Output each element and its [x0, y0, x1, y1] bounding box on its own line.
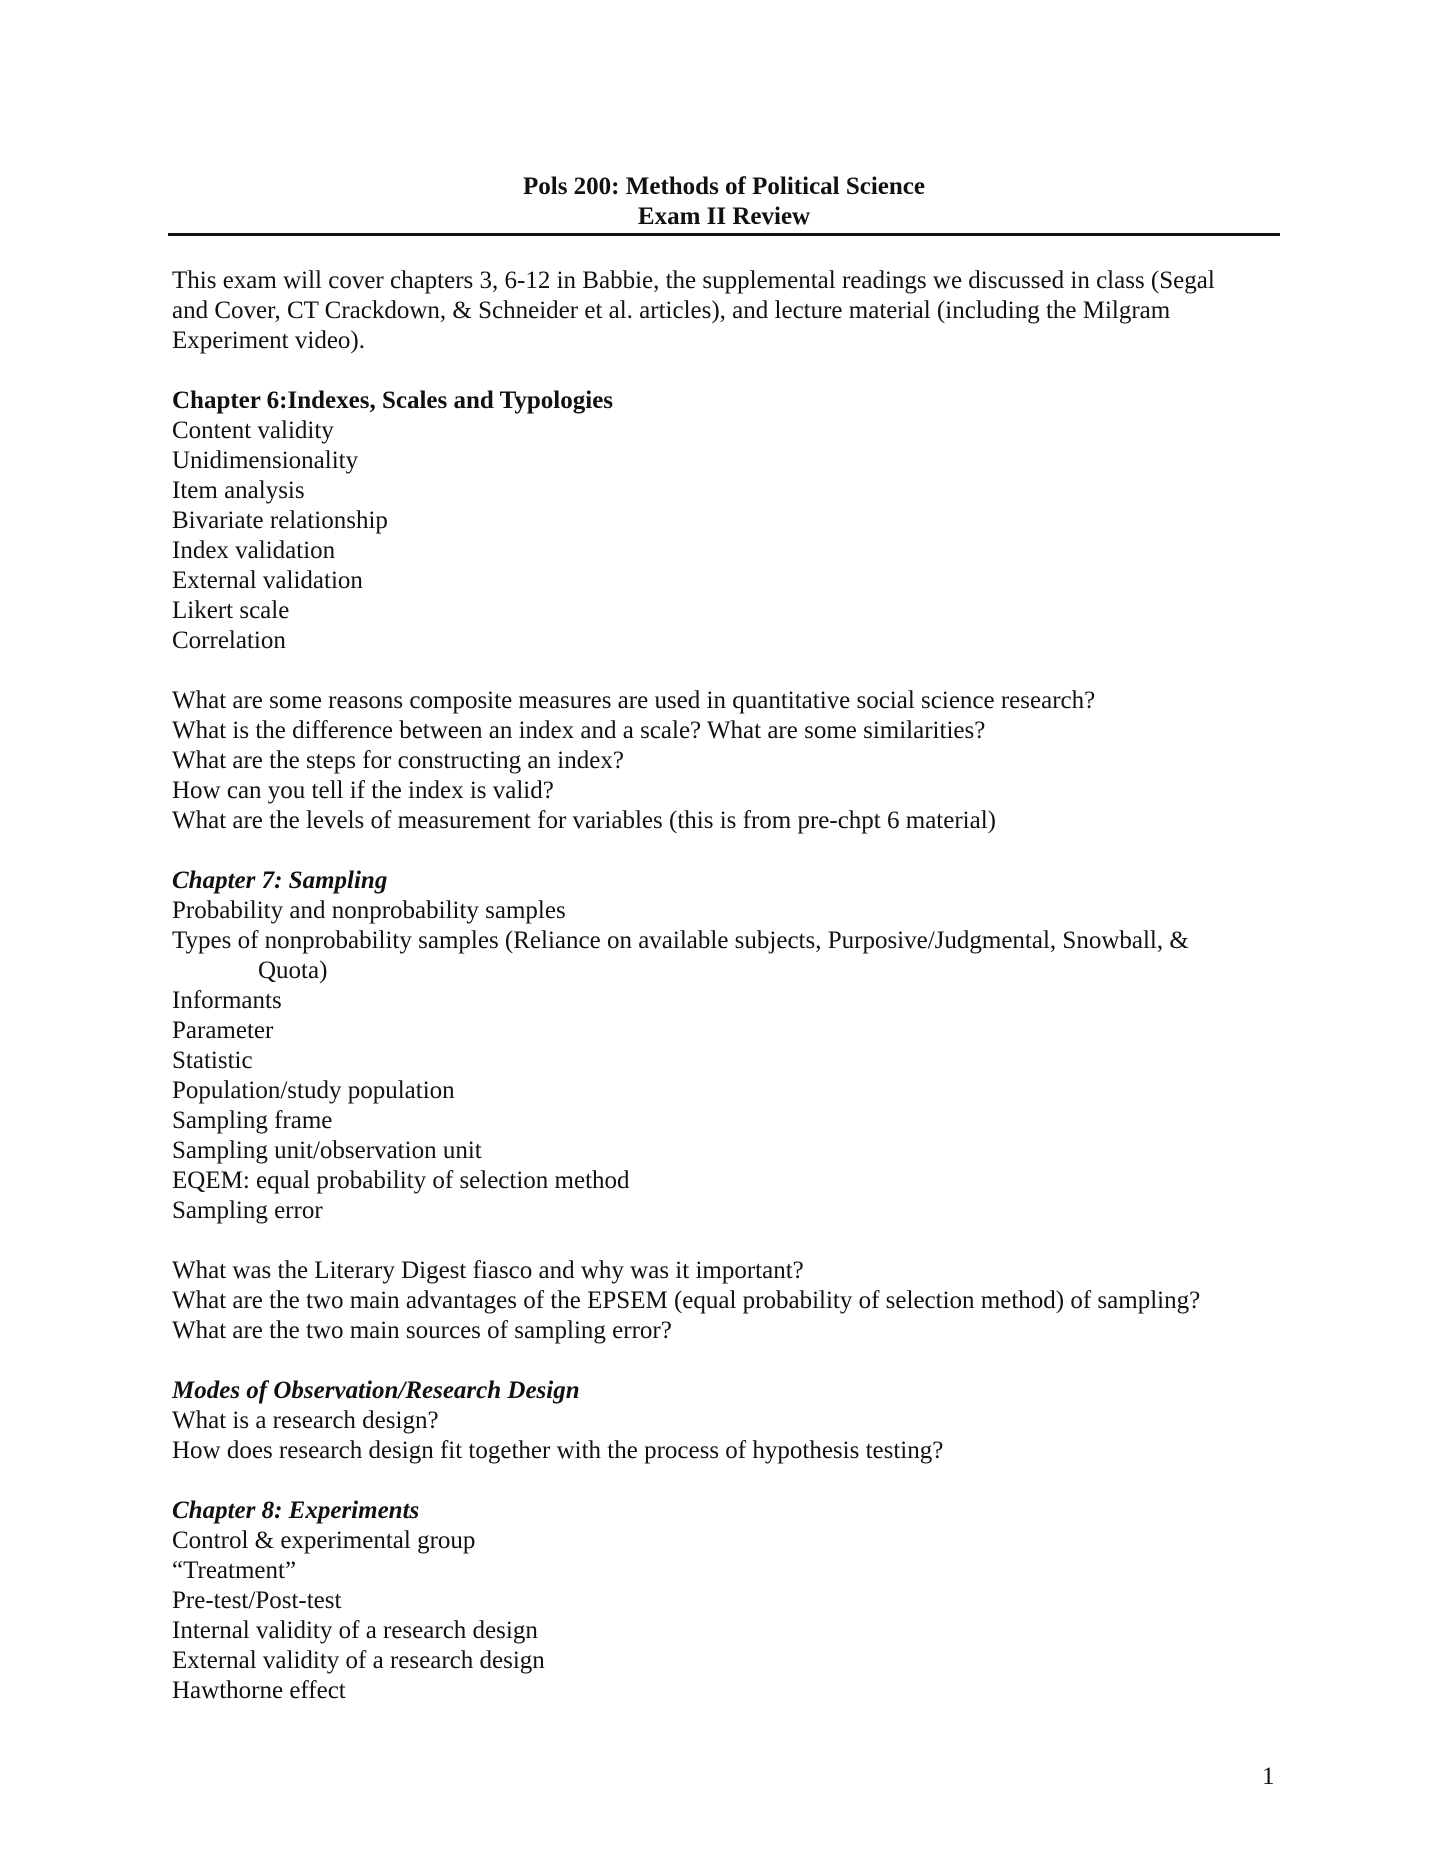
question-item: What is the difference between an index and a scale? What are some similarities? [172, 717, 986, 744]
term-item: Population/study population [172, 1077, 455, 1104]
section-modes-of-observation [172, 1376, 1272, 1466]
term-item: Informants [172, 987, 282, 1014]
page-number: 1 [1262, 1763, 1275, 1790]
spacer [172, 656, 1272, 686]
term-item: External validity of a research design [172, 1647, 545, 1674]
term-item: Internal validity of a research design [172, 1617, 538, 1644]
intro-line: and Cover, CT Crackdown, & Schneider et al. articles), and lecture material (including the Milgram [172, 297, 1171, 324]
question-item: What was the Literary Digest fiasco and why was it important? [172, 1257, 804, 1284]
term-item-continuation: Quota) [258, 957, 328, 984]
spacer [172, 356, 1272, 386]
term-item: Statistic [172, 1047, 253, 1074]
term-item: Control & experimental group [172, 1527, 476, 1554]
section-heading: Chapter 7: Sampling [172, 867, 388, 894]
question-item: What are the levels of measurement for variables (this is from pre-chpt 6 material) [172, 807, 996, 834]
term-item: “Treatment” [172, 1557, 297, 1584]
section-heading: Chapter 8: Experiments [172, 1497, 420, 1524]
term-item: Content validity [172, 417, 334, 444]
section-chapter-8 [172, 1496, 1272, 1706]
term-item: Unidimensionality [172, 447, 359, 474]
question-item: What are some reasons composite measures are used in quantitative social science research? [172, 687, 1096, 714]
section-chapter-7 [172, 866, 1272, 1346]
header-divider [168, 233, 1280, 236]
term-item: Item analysis [172, 477, 305, 504]
spacer [172, 1346, 1272, 1376]
document-header [168, 172, 1280, 232]
document-title: Pols 200: Methods of Political Science [522, 173, 925, 200]
question-item: What are the steps for constructing an index? [172, 747, 624, 774]
intro-line: Experiment video). [172, 327, 365, 354]
document-body [172, 266, 1272, 1706]
term-item: Index validation [172, 537, 336, 564]
term-item: Sampling frame [172, 1107, 333, 1134]
term-item: Probability and nonprobability samples [172, 897, 566, 924]
term-item: Pre-test/Post-test [172, 1587, 342, 1614]
section-chapter-6 [172, 386, 1272, 836]
intro-line: This exam will cover chapters 3, 6-12 in Babbie, the supplemental readings we discussed in class (Segal [172, 267, 1215, 294]
spacer [172, 1466, 1272, 1496]
question-item: What are the two main sources of sampling error? [172, 1317, 672, 1344]
term-item: Bivariate relationship [172, 507, 388, 534]
term-item: EQEM: equal probability of selection method [172, 1167, 630, 1194]
term-item: Likert scale [172, 597, 290, 624]
spacer [172, 836, 1272, 866]
term-item: Parameter [172, 1017, 274, 1044]
term-item: Sampling error [172, 1197, 323, 1224]
spacer [172, 1226, 1272, 1256]
intro-paragraph [172, 266, 1272, 356]
term-item: Hawthorne effect [172, 1677, 346, 1704]
question-item: What are the two main advantages of the EPSEM (equal probability of selection method) of sampling? [172, 1287, 1201, 1314]
section-heading: Chapter 6:Indexes, Scales and Typologies [172, 387, 614, 414]
term-item: Sampling unit/observation unit [172, 1137, 482, 1164]
term-item: Types of nonprobability samples (Reliance on available subjects, Purposive/Judgmental, Snowball, & [172, 927, 1189, 954]
question-item: How can you tell if the index is valid? [172, 777, 554, 804]
document-subtitle: Exam II Review [637, 203, 811, 230]
question-item: How does research design fit together with the process of hypothesis testing? [172, 1437, 944, 1464]
question-item: What is a research design? [172, 1407, 439, 1434]
term-item: External validation [172, 567, 363, 594]
term-item: Correlation [172, 627, 286, 654]
section-heading: Modes of Observation/Research Design [172, 1377, 580, 1404]
